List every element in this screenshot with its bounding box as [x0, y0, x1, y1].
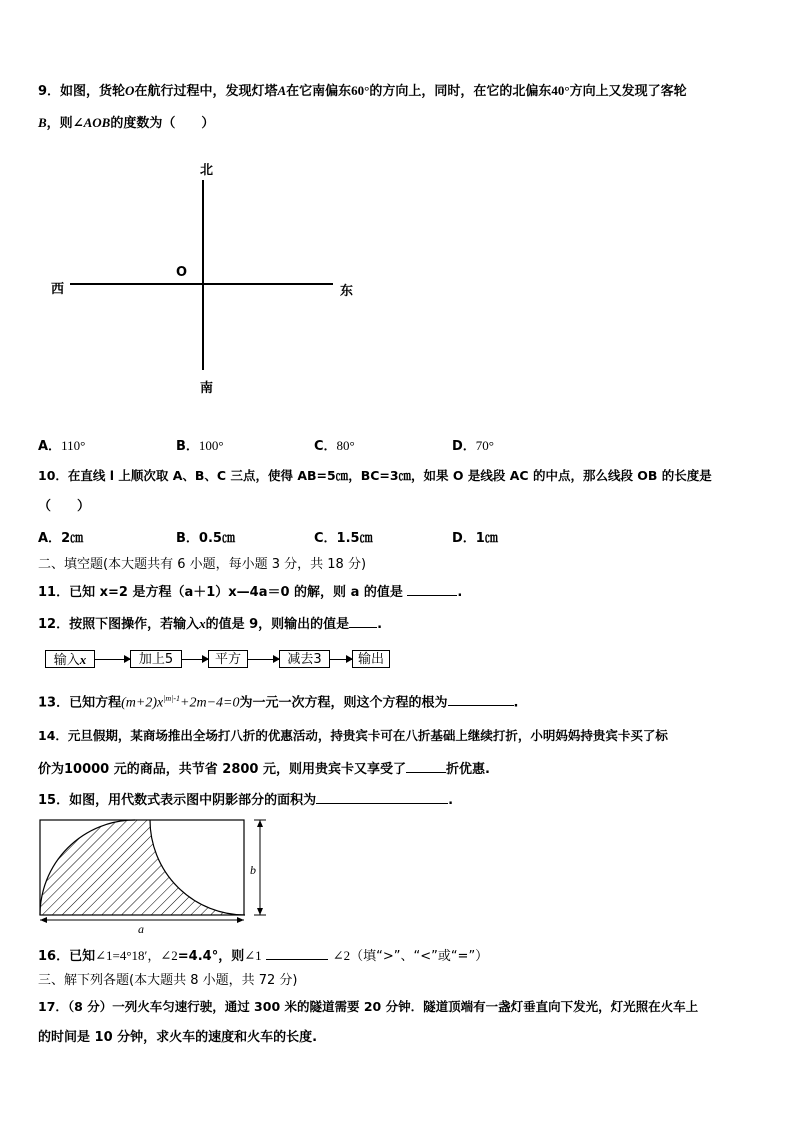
equation-exponent: |m|-1 — [163, 694, 181, 703]
q14-text: 折优惠. — [446, 762, 490, 777]
q10-option-b[interactable] — [176, 530, 235, 548]
q9-text: 的方向上，同时，在它的北偏东 — [369, 84, 552, 99]
option-value: 1.5㎝ — [336, 531, 373, 546]
option-value: 110° — [61, 438, 86, 453]
option-letter: C． — [314, 439, 337, 454]
section-3-heading: 三、解下列各题(本大题共 8 小题，共 72 分) — [38, 973, 298, 988]
q10-option-a[interactable] — [38, 530, 83, 548]
q17-line2: 的时间是 10 分钟，求火车的速度和火车的长度. — [38, 1030, 318, 1045]
option-letter: B． — [176, 531, 199, 546]
q15-text: 15．如图，用代数式表示图中阴影部分的面积为 — [38, 793, 317, 808]
q9-text: 9．如图，货轮 — [38, 84, 126, 99]
flow-arrow — [330, 659, 352, 660]
angle-1-value: =4°18′， — [112, 948, 161, 963]
flow-arrow — [248, 659, 279, 660]
deg-60: 60° — [351, 83, 370, 98]
angle-aob: ∠AOB — [72, 115, 111, 130]
q11-text: 11．已知 x=2 是方程（a＋1）x—4a＝0 的解，则 a 的值是 — [38, 585, 403, 600]
period: . — [513, 695, 519, 711]
flow-arrow — [95, 659, 130, 660]
q9-text: ，则 — [46, 116, 73, 131]
q9-text: 的度数为（ ） — [110, 116, 215, 131]
var-x: x — [79, 652, 87, 667]
q15-answer-blank[interactable] — [316, 790, 448, 804]
option-letter: D． — [452, 531, 476, 546]
angle-2: ∠2 — [332, 948, 351, 963]
option-letter: C． — [314, 531, 337, 546]
period: . — [457, 585, 463, 600]
flow-input-box — [45, 650, 95, 668]
var-b: B — [38, 115, 47, 130]
q12-text: 12．按照下图操作，若输入 — [38, 617, 200, 632]
period: . — [448, 793, 454, 808]
label-a: a — [138, 922, 144, 936]
q10-line2: （ ） — [38, 499, 91, 514]
angle-1: ∠1 — [244, 948, 262, 963]
var-a: A — [277, 83, 287, 98]
q14-answer-blank[interactable] — [406, 759, 446, 773]
shaded-region-figure — [34, 814, 274, 938]
q9-option-b[interactable] — [176, 437, 224, 456]
vertical-axis — [202, 180, 204, 370]
q14-line1: 14．元旦假期，某商场推出全场打八折的优惠活动，持贵宾卡可在八折基础上继续打折，小明妈妈持贵宾卡买了标 — [38, 728, 668, 743]
q12-line — [38, 614, 382, 634]
var-o: O — [125, 83, 135, 98]
shaded-region — [40, 820, 245, 915]
flow-arrow — [182, 659, 208, 660]
q9-option-a[interactable] — [38, 437, 85, 456]
q16-text: 16．已知 — [38, 949, 96, 964]
q16-answer-blank[interactable] — [266, 946, 328, 960]
q13-text: 为一元一次方程，则这个方程的根为 — [239, 695, 448, 711]
q12-text: 的值是 9，则输出的值是 — [205, 617, 350, 632]
q14-line2 — [38, 759, 490, 779]
var-x: x — [199, 616, 206, 631]
deg-40: 40° — [551, 83, 570, 98]
option-letter: A． — [38, 531, 62, 546]
flow-add-box: 加上5 — [130, 650, 182, 668]
q9-line2 — [38, 114, 214, 133]
dimension-a-arrow-left — [40, 917, 47, 923]
horizontal-axis — [70, 283, 333, 285]
origin-label: O — [176, 265, 188, 280]
option-letter: D． — [452, 439, 476, 454]
flow-square-box: 平方 — [208, 650, 248, 668]
option-letter: B． — [176, 439, 199, 454]
q9-text: 在它南偏东 — [286, 84, 352, 99]
q14-text: 价为10000 元的商品，共节省 2800 元，则用贵宾卡又享受了 — [38, 762, 406, 777]
option-letter: A． — [38, 439, 62, 454]
angle-2: ∠2 — [160, 948, 178, 963]
label-b: b — [250, 863, 256, 877]
q9-text: 方向上又发现了客轮 — [569, 84, 687, 99]
dimension-a-arrow-right — [237, 917, 244, 923]
east-label: 东 — [340, 284, 354, 299]
dimension-b-arrow-bottom — [257, 908, 263, 915]
equation-base: (m+2)x — [121, 695, 164, 711]
q15-line — [38, 790, 453, 810]
period: . — [377, 617, 383, 632]
dimension-b-arrow-top — [257, 820, 263, 827]
flow-input-label: 输入 — [53, 653, 80, 668]
q16-hint: （填“>”、“<”或“=”） — [350, 949, 489, 964]
q13-answer-blank[interactable] — [448, 692, 514, 706]
flow-output-box: 输出 — [352, 650, 390, 668]
q11-line — [38, 582, 462, 602]
option-value: 70° — [475, 438, 494, 453]
equation-rest: +2m−4=0 — [180, 695, 240, 711]
q10-option-d[interactable] — [452, 530, 498, 548]
angle-2-value: =4.4°，则 — [177, 949, 245, 964]
q9-text: 在航行过程中，发现灯塔 — [134, 84, 278, 99]
q16-line — [38, 946, 488, 966]
west-label: 西 — [51, 282, 65, 297]
q13-text: 13．已知方程 — [38, 695, 122, 711]
option-value: 0.5㎝ — [198, 531, 235, 546]
q12-answer-blank[interactable] — [349, 614, 377, 628]
option-value: 1㎝ — [475, 531, 498, 546]
q13-line — [38, 690, 518, 712]
flow-subtract-box: 减去3 — [279, 650, 330, 668]
q9-option-c[interactable] — [314, 437, 355, 456]
section-2-heading: 二、填空题(本大题共有 6 小题，每小题 3 分，共 18 分) — [38, 557, 367, 572]
south-label: 南 — [200, 381, 214, 396]
option-value: 100° — [198, 438, 224, 453]
option-value: 80° — [336, 438, 355, 453]
north-label: 北 — [200, 163, 214, 178]
q11-answer-blank[interactable] — [407, 582, 457, 596]
q10-line1: 10．在直线 l 上顺次取 A、B、C 三点，使得 AB=5㎝，BC=3㎝，如果 O 是线段 AC 的中点，那么线段 OB 的长度是 — [38, 468, 712, 483]
q10-option-c[interactable] — [314, 530, 373, 548]
option-value: 2㎝ — [61, 531, 84, 546]
q17-line1: 17．（8 分）一列火车匀速行驶，通过 300 米的隧道需要 20 分钟．隧道顶端有一盏灯垂直向下发光，灯光照在火车上 — [38, 999, 699, 1014]
q9-line1 — [38, 82, 687, 101]
angle-1: ∠1 — [95, 948, 113, 963]
q9-option-d[interactable] — [452, 437, 494, 456]
